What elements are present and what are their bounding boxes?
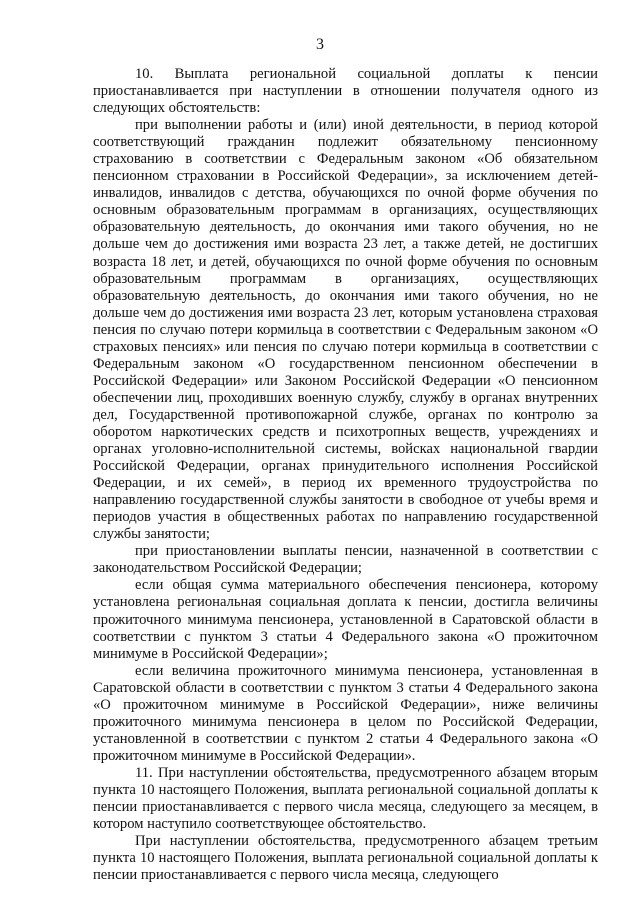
paragraph-subsistence-minimum: если величина прожиточного минимума пенсионера, установленная в Саратовской области в соответствии с пунктом 3 статьи 4 Федерального закона «О прожиточном минимуме в Российской Федерации», ниже величины прожиточного минимума пенсионера в целом по Российской Федерации, установленной в соответствии с пунктом 2 статьи 4 Федерального закона «О прожиточном минимуме в Российской Федерации». [93,662,598,764]
paragraph-work-activity: при выполнении работы и (или) иной деятельности, в период которой соответствующий гражданин подлежит обязательному пенсионному страхованию в соответствии с Федеральным законом «Об обязательном пенсионном страховании в Российской Федерации», за исключением детей-инвалидов, инвалидов с детства, обучающихся по очной форме обучения по основным образовательным программам в организациях, осуществляющих образовательную деятельность, до окончания ими такого обучения, но не дольше чем до достижения ими возраста 23 лет, а также детей, не достигших возраста 18 лет, и детей, обучающихся по очной форме обучения по основным образовательным программам в организациях, осуществляющих образовательную деятельность, до окончания ими такого обучения, но не дольше чем до достижения ими возраста 23 лет, которым установлена страховая пенсия по случаю потери кормильца в соответствии с Федеральным законом «О страховых пенсиях» или пенсия по случаю потери кормильца в соответствии с Федеральным законом «О государственном пенсионном обеспечении в Российской Федерации» или Законом Российской Федерации «О пенсионном обеспечении лиц, проходивших военную службу, службу в органах внутренних дел, Государственной противопожарной службе, органах по контролю за оборотом наркотических средств и психотропных веществ, учреждениях и органах уголовно-исполнительной системы, войсках национальной гвардии Российской Федерации, органах принудительного исполнения Российской Федерации, и их семей», в период их временного трудоустройства по направлению государственной службы занятости в свободное от учебы время и периодов участия в общественных работах по направлению государственной службы занятости; [93,117,598,543]
paragraph-third-case: При наступлении обстоятельства, предусмотренного абзацем третьим пункта 10 настоящего Положения, выплата региональной социальной доплаты к пенсии приостанавливается с первого числа месяца, следующего [93,833,598,884]
paragraph-item-10: 10. Выплата региональной социальной доплаты к пенсии приостанавливается при наступлении в отношении получателя одного из следующих обстоятельств: [93,66,598,117]
page-number: 3 [316,36,324,53]
paragraph-item-11: 11. При наступлении обстоятельства, предусмотренного абзацем вторым пункта 10 настоящего Положения, выплата региональной социальной доплаты к пенсии приостанавливается с первого числа месяца, следующего за месяцем, в котором наступило соответствующее обстоятельство. [93,764,598,833]
paragraph-pension-suspension: при приостановлении выплаты пенсии, назначенной в соответствии с законодательством Российской Федерации; [93,543,598,577]
document-body [93,66,598,884]
paragraph-material-support: если общая сумма материального обеспечения пенсионера, которому установлена региональная социальная доплата к пенсии, достигла величины прожиточного минимума пенсионера, установленной в Саратовской области в соответствии с пунктом 3 статьи 4 Федерального закона «О прожиточном минимуме в Российской Федерации»; [93,577,598,662]
